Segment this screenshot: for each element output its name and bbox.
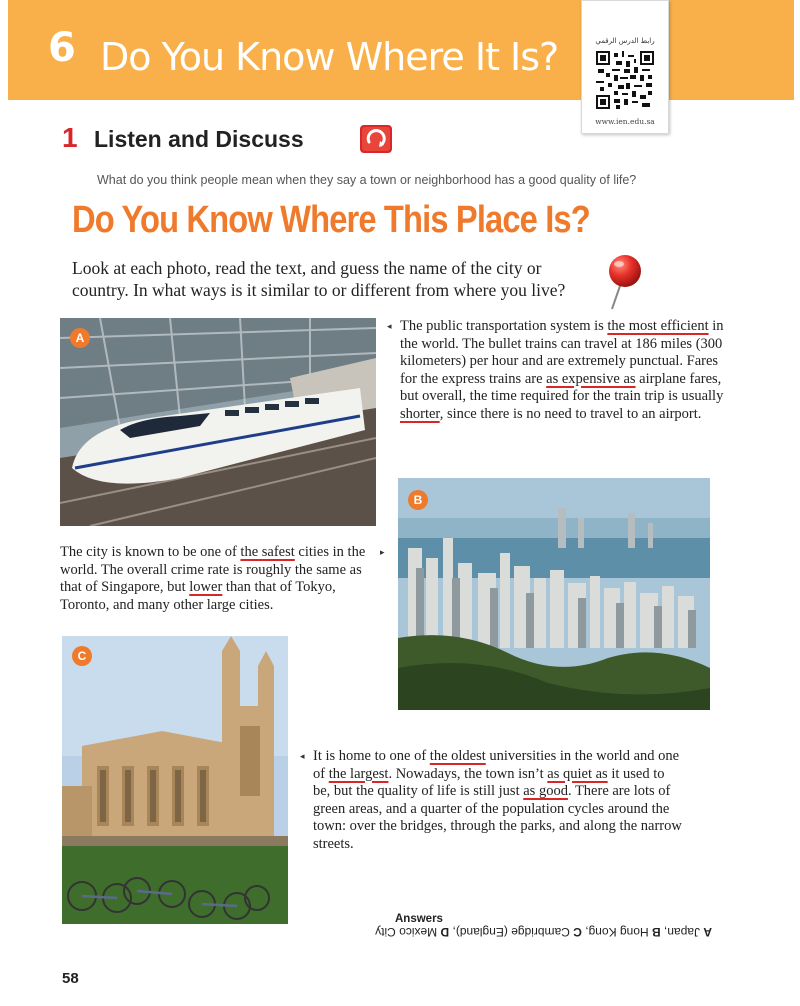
intro-text: Look at each photo, read the text, and guess the name of the city or country. In what ways is it similar to or different from where you live? — [72, 258, 566, 300]
text-b: The city is known to be one of the safest cities in the world. The overall crime rate is roughly the same as that of Singapore, but lower than that of Tokyo, Toronto, and many other large cities. — [60, 544, 366, 613]
section-number: 1 — [62, 122, 78, 153]
text-b-arrow-icon: ▸ — [380, 548, 385, 558]
text-a-arrow-icon: ◂ — [387, 322, 392, 332]
unit-number: 6 — [48, 25, 76, 71]
unit-title: Do You Know Where It Is? — [100, 35, 559, 79]
section-title: Listen and Discuss — [94, 126, 304, 152]
discussion-question: What do you think people mean when they say a town or neighborhood has a good quality of life? — [97, 173, 637, 187]
text-a: The public transportation system is the most efficient in the world. The bullet trains can travel at 186 miles (300 kilometers) per hour and are extremely punctual. Fares for the express trains are as expensive as airplane fares, but overall, the time required for the train trip is usually shorter, since there is no need to travel to an airport. — [400, 318, 724, 422]
text-c: It is home to one of the oldest universities in the world and one of the largest. Nowadays, the town isn’t as quiet as it used to be, but the quality of life is still just as good. There are lots of green areas, and a quarter of the population cycles around the town: over the bridges, through the parks, and along the narrow streets. — [313, 748, 682, 852]
text-c-arrow-icon: ◂ — [300, 752, 305, 762]
photo-b-badge: B — [408, 490, 428, 510]
audio-icon[interactable] — [359, 124, 393, 154]
answers-label: Answers — [395, 913, 443, 925]
digital-lesson-qr[interactable] — [581, 0, 669, 134]
qr-url: www.ien.edu.sa — [595, 117, 655, 126]
photo-c-university-chapel — [62, 636, 288, 924]
answers-upside-down: A Japan, B Hong Kong, C Cambridge (England), D Mexico City — [375, 925, 712, 939]
photo-a-badge: A — [70, 328, 90, 348]
page-number: 58 — [62, 970, 79, 987]
photo-a-bullet-train — [60, 318, 376, 526]
pushpin-icon — [604, 253, 644, 311]
qr-code-icon — [596, 51, 654, 109]
photo-b-city-skyline — [398, 478, 710, 710]
headline: Do You Know Where This Place Is? — [72, 199, 590, 241]
photo-c-badge: C — [72, 646, 92, 666]
qr-caption: رابط الدرس الرقمي — [595, 37, 655, 45]
